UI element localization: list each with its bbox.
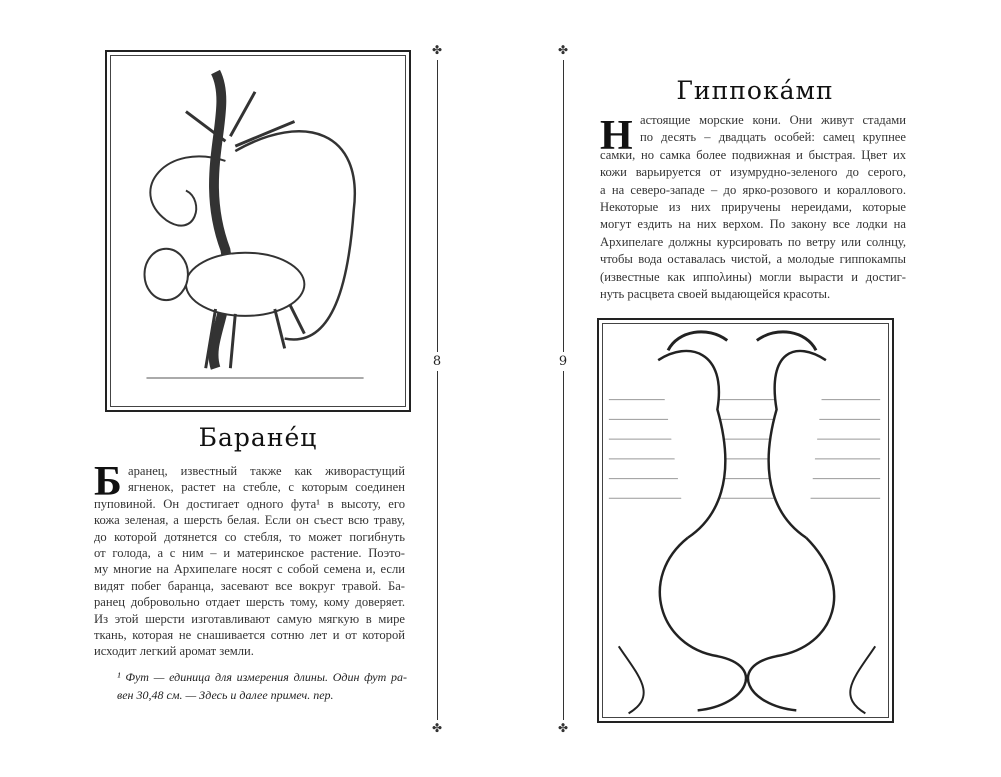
text-line: от голода, а с ним – и материнское растение. Поэто- (94, 546, 405, 561)
drop-cap: Б (94, 459, 122, 505)
entry-body (600, 112, 906, 303)
lamb-drawing (107, 52, 409, 410)
text-line: кожа зеленая, а шерсть белая. Если он съест всю траву, (94, 513, 405, 528)
page-number: 9 (553, 352, 573, 371)
ornament-icon: ✤ (431, 721, 443, 735)
drop-cap: Н (600, 113, 633, 159)
text-line: пуповиной. Он достигает одного фута¹ в высоту, его (94, 496, 405, 511)
entry-body (94, 459, 405, 660)
text-line: Некоторые из них приручены нереидами, которые (600, 200, 906, 215)
text-line: аранец, известный также как живорастущий (128, 464, 405, 478)
text-line: до которой дотянется со стебля, то может погибнуть (94, 529, 405, 544)
ornament-icon: ✤ (431, 43, 443, 57)
text-line: му многие на Архипелаге носят с собой семена и, если (94, 562, 405, 577)
text-line: видят побег баранца, засевают все вокруг травой. Ба- (94, 578, 405, 593)
lamb-illustration (105, 50, 411, 412)
text-line: кожи варьируется от изумрудно-зеленого до серого, (600, 165, 906, 180)
text-line: а на северо-западе – до ярко-розового и кораллового. (600, 182, 906, 197)
text-line: астоящие морские кони. Они живут стадами (640, 113, 906, 127)
text-line: чтобы вода оставалась чистой, а молодые гиппокампы (600, 252, 906, 267)
text-line: (известные как иппολины) могли вырасти и достиг- (600, 269, 906, 284)
entry-title: Гиппока́мп (676, 76, 834, 105)
text-line: исходит легкий аромат земли. (94, 644, 254, 659)
ornament-icon: ✤ (557, 43, 569, 57)
divider-rule (563, 60, 564, 720)
text-line: Из этой шерсти изготавливают самую мягкую в мире (94, 611, 405, 626)
text-line: Архипелаге должны курсировать по ветру или солнцу, (600, 234, 906, 249)
text-line: могут ездить на них верхом. По закону все лодки на (600, 217, 906, 232)
footnote-line: ¹ Фут — единица для измерения длины. Один фут ра- (117, 670, 407, 684)
text-line: по десять – двадцать особей: самец крупнее (640, 130, 906, 145)
hippocampus-drawing (599, 320, 892, 721)
text-line: ранец добровольно отдает шерсть тому, кому доверяет. (94, 595, 405, 610)
hippocampus-illustration (597, 318, 894, 723)
text-line: ткань, которая не снашивается сотню лет и от которой (94, 628, 405, 643)
ornament-icon: ✤ (557, 721, 569, 735)
text-line: нуть расцвета своей выдающейся красоты. (600, 287, 831, 302)
footnote (117, 668, 407, 704)
divider-rule (437, 60, 438, 720)
footnote-line: вен 30,48 см. — Здесь и далее примеч. пер. (117, 688, 334, 702)
text-line: самки, но самка более подвижная и быстрая. Цвет их (600, 147, 906, 162)
page-number: 8 (427, 352, 447, 371)
entry-title: Баране́ц (198, 423, 318, 452)
text-line: ягненок, растет на стебле, с которым соединен (128, 480, 405, 495)
